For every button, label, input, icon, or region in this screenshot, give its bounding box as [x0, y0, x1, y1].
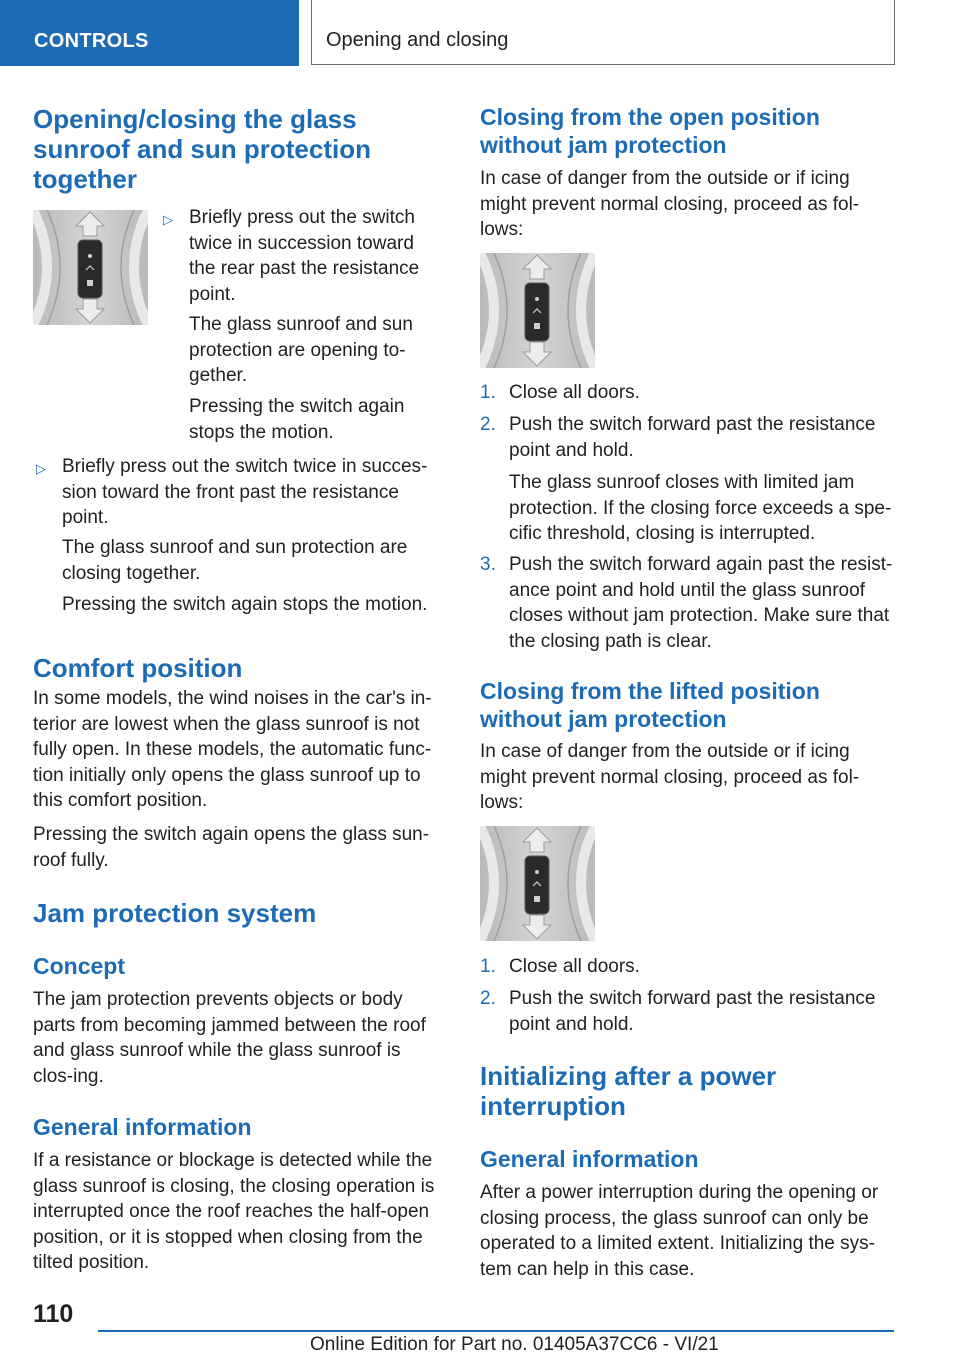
- footer-divider: [98, 1330, 894, 1332]
- step-text: Push the switch forward past the resistance point and hold.: [509, 988, 876, 1035]
- intro-closing-open: In case of danger from the outside or if icing might prevent normal closing, proceed as fol-lows:: [480, 168, 860, 240]
- step-subtext: The glass sunroof closes with limited jam protection. If the closing force exceeds a spe-cific threshold, closing is interrupted.: [509, 472, 892, 544]
- step-text: Push the switch forward again past the resist-ance point and hold until the glass sunroof closes without jam protection. Make sure that the closing path is clear.: [509, 554, 893, 652]
- step-text: Close all doors.: [509, 382, 640, 403]
- page-number: 110: [33, 1300, 74, 1328]
- concept-paragraph: The jam protection prevents objects or body parts from becoming jammed between the roof and glass sunroof while the glass sunroof is clos-ing.: [33, 989, 426, 1087]
- step-number: 1.: [480, 956, 496, 977]
- intro-closing-lifted: In case of danger from the outside or if icing might prevent normal closing, proceed as fol-lows:: [480, 741, 860, 813]
- general-paragraph-2: After a power interruption during the opening or closing process, the glass sunroof can only be operated to a limited extent. Initializing the sys-tem can help in this case.: [480, 1182, 879, 1280]
- step-number: 2.: [480, 414, 496, 435]
- comfort-paragraph: In some models, the wind noises in the car's in-terior are lowest when the glass sunroof is not fully open. In these models, the automatic func-tion initially only opens the glass sunroof up to this comfort position.: [33, 688, 432, 811]
- heading-jam-protection: Jam protection system: [33, 898, 317, 928]
- triangle-right-icon: ▷: [36, 461, 46, 476]
- bullet1-result: The glass sunroof and sun protection are opening to-gether.: [189, 314, 413, 386]
- bullet2-stop: Pressing the switch again stops the motion.: [62, 594, 428, 615]
- heading-initializing: Initializing after a power interruption: [480, 1061, 777, 1121]
- triangle-right-icon: ▷: [163, 212, 173, 227]
- step-number: 1.: [480, 382, 496, 403]
- heading-concept: Concept: [33, 953, 125, 979]
- edition-note: Online Edition for Part no. 01405A37CC6 - VI/21: [310, 1334, 719, 1355]
- heading-closing-lifted-position: Closing from the lifted position without jam protection: [480, 678, 820, 732]
- comfort-paragraph-2: Pressing the switch again opens the glass sun-roof fully.: [33, 824, 430, 871]
- step-text: Push the switch forward past the resistance point and hold.: [509, 414, 876, 461]
- step-text: Close all doors.: [509, 956, 640, 977]
- section-tab: [0, 0, 299, 66]
- heading-general-information: General information: [33, 1114, 252, 1140]
- sunroof-switch-icon: [480, 826, 595, 941]
- bullet2-text: Briefly press out the switch twice in succes-sion toward the front past the resistance point.: [62, 456, 428, 528]
- section-label: CONTROLS: [34, 30, 149, 52]
- step-number: 2.: [480, 988, 496, 1009]
- general-paragraph: If a resistance or blockage is detected while the glass sunroof is closing, the closing operation is interrupted once the roof reaches the half-open position, or it is stopped when closing from the tilted position.: [33, 1150, 435, 1273]
- sunroof-switch-icon: [480, 253, 595, 368]
- sunroof-switch-icon: [33, 210, 148, 325]
- bullet1-text: Briefly press out the switch twice in succession toward the rear past the resistance point.: [189, 207, 420, 305]
- heading-closing-open-position: Closing from the open position without jam protection: [480, 104, 820, 158]
- chapter-header: [311, 0, 895, 65]
- heading-general-information-2: General information: [480, 1146, 699, 1172]
- heading-open-close-together: Opening/closing the glass sunroof and sun protection together: [33, 104, 371, 194]
- heading-comfort-position: Comfort position: [33, 653, 243, 683]
- bullet2-result: The glass sunroof and sun protection are closing together.: [62, 537, 408, 584]
- bullet1-stop: Pressing the switch again stops the motion.: [189, 396, 405, 443]
- step-number: 3.: [480, 554, 496, 575]
- chapter-title: Opening and closing: [326, 29, 509, 51]
